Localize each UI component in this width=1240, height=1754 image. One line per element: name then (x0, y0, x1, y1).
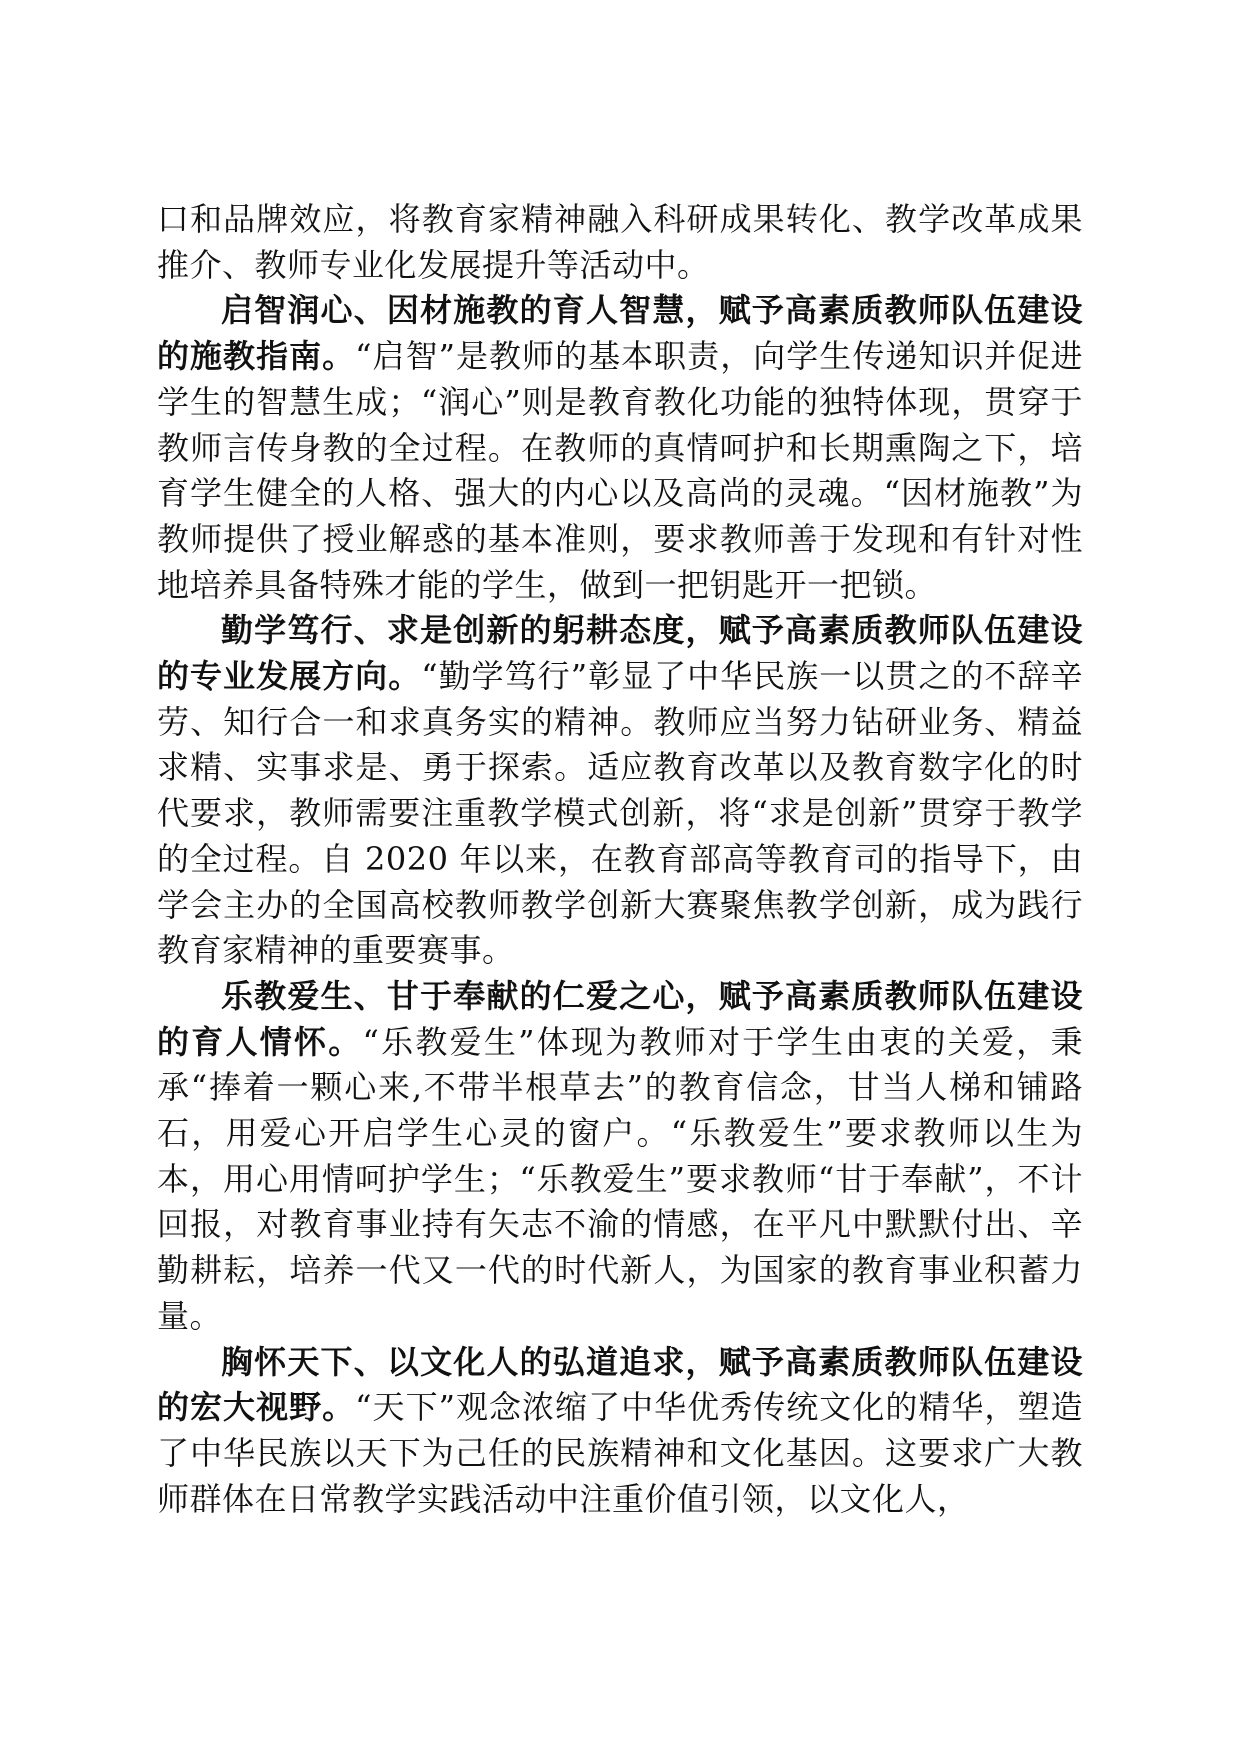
paragraph-body: 口和品牌效应，将教育家精神融入科研成果转化、教学改革成果推介、教师专业化发展提升等活动中。 (157, 200, 1083, 284)
paragraph-body: “天下”观念浓缩了中华优秀传统文化的精华，塑造了中华民族以天下为己任的民族精神和文化基因。这要求广大教师群体在日常教学实践活动中注重价值引领，以文化人， (157, 1388, 1083, 1518)
paragraph-body: “勤学笃行”彰显了中华民族一以贯之的不辞辛劳、知行合一和求真务实的精神。教师应当努力钻研业务、精益求精、实事求是、勇于探索。适应教育改革以及教育数字化的时代要求，教师需要注重教学模式创新，将“求是创新”贯穿于教学的全过程。自 2020 年以来，在教育部高等教育司的指导下，由学会主办的全国高校教师教学创新大赛聚焦教学创新，成为践行教育家精神的重要赛事。 (157, 657, 1083, 970)
paragraph-lead: 勤学笃行、求是创新的躬耕态度，赋予高素质教师队伍建设的专业发展方向。 (157, 611, 1083, 696)
paragraph-lead: 乐教爱生、甘于奉献的仁爱之心，赋予高素质教师队伍建设的育人情怀。 (157, 976, 1083, 1061)
paragraph-wisdom (157, 288, 1083, 608)
paragraph-body: “启智”是教师的基本职责，向学生传递知识并促进学生的智慧生成；“润心”则是教育教化功能的独特体现，贯穿于教师言传身教的全过程。在教师的真情呵护和长期熏陶之下，培育学生健全的人格、强大的内心以及高尚的灵魂。“因材施教”为教师提供了授业解惑的基本准则，要求教师善于发现和有针对性地培养具备特殊才能的学生，做到一把钥匙开一把锁。 (157, 337, 1083, 604)
paragraph-vision (157, 1340, 1083, 1523)
paragraph-benevolence (157, 974, 1083, 1340)
paragraph-lead: 启智润心、因材施教的育人智慧，赋予高素质教师队伍建设的施教指南。 (157, 291, 1083, 376)
paragraph-continuation (157, 197, 1083, 288)
paragraph-diligence (157, 608, 1083, 974)
paragraph-body: “乐教爱生”体现为教师对于学生由衷的关爱，秉承“捧着一颗心来,不带半根草去”的教育信念，甘当人梯和铺路石，用爱心开启学生心灵的窗户。“乐教爱生”要求教师以生为本，用心用情呵护学生；“乐教爱生”要求教师“甘于奉献”，不计回报，对教育事业持有矢志不渝的情感，在平凡中默默付出、辛勤耕耘，培养一代又一代的时代新人，为国家的教育事业积蓄力量。 (157, 1022, 1083, 1335)
paragraph-lead: 胸怀天下、以文化人的弘道追求，赋予高素质教师队伍建设的宏大视野。 (157, 1342, 1083, 1427)
document-page (157, 197, 1083, 1522)
